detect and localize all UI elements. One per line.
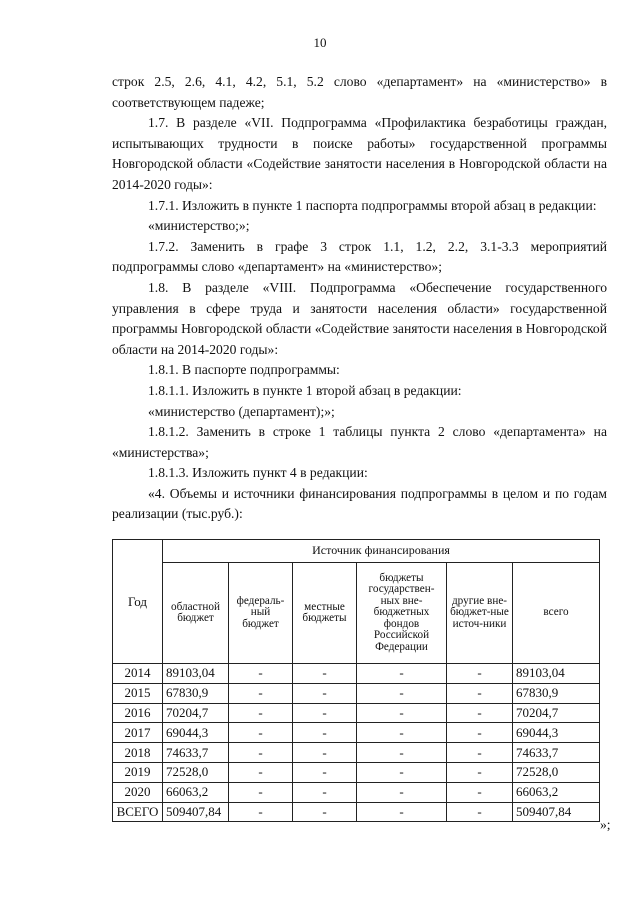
cell-year: 2015 — [113, 683, 163, 703]
cell-local: - — [293, 743, 357, 763]
cell-regional: 509407,84 — [163, 802, 229, 822]
cell-other: - — [447, 664, 513, 684]
cell-federal: - — [229, 782, 293, 802]
cell-year: 2016 — [113, 703, 163, 723]
cell-total: 74633,7 — [513, 743, 600, 763]
paragraph: «4. Объемы и источники финансирования подпрограммы в целом и по годам реализации (тыс.руб.): — [112, 485, 607, 522]
cell-local: - — [293, 703, 357, 723]
cell-year: 2014 — [113, 664, 163, 684]
cell-federal: - — [229, 762, 293, 782]
cell-regional: 67830,9 — [163, 683, 229, 703]
cell-local: - — [293, 802, 357, 822]
cell-total: 69044,3 — [513, 723, 600, 743]
cell-year: 2019 — [113, 762, 163, 782]
closing-quote: »; — [600, 817, 611, 832]
cell-federal: - — [229, 664, 293, 684]
cell-regional: 89103,04 — [163, 664, 229, 684]
table-row — [113, 664, 600, 684]
cell-other: - — [447, 703, 513, 723]
cell-funds: - — [357, 683, 447, 703]
cell-funds: - — [357, 802, 447, 822]
cell-other: - — [447, 782, 513, 802]
cell-local: - — [293, 664, 357, 684]
paragraph: 1.7.2. Заменить в графе 3 строк 1.1, 1.2, 2.2, 3.1-3.3 мероприятий подпрограммы слово «департамент» на «министерство»; — [112, 238, 607, 275]
cell-total: 89103,04 — [513, 664, 600, 684]
col-header-regional: областной бюджет — [163, 563, 229, 664]
col-header-federal: федераль-ный бюджет — [229, 563, 293, 664]
cell-other: - — [447, 683, 513, 703]
cell-federal: - — [229, 743, 293, 763]
cell-local: - — [293, 723, 357, 743]
table-row — [113, 703, 600, 723]
table-row — [113, 762, 600, 782]
cell-other: - — [447, 802, 513, 822]
cell-year: 2018 — [113, 743, 163, 763]
cell-total: 66063,2 — [513, 782, 600, 802]
page-number: 10 — [313, 35, 327, 50]
cell-funds: - — [357, 762, 447, 782]
paragraph: 1.8.1. В паспорте подпрограммы: — [148, 362, 340, 378]
cell-other: - — [447, 762, 513, 782]
cell-total: 67830,9 — [513, 683, 600, 703]
paragraph: 1.8. В разделе «VIII. Подпрограмма «Обеспечение государственного управления в сфере труда и занятости населения области» государственной программы Новгородской области «Содействие занятости населения в Новгородской области на 2014-2020 годы»: — [112, 279, 607, 357]
cell-total: 509407,84 — [513, 802, 600, 822]
cell-year: 2017 — [113, 723, 163, 743]
cell-total: 72528,0 — [513, 762, 600, 782]
cell-funds: - — [357, 743, 447, 763]
col-header-other: другие вне-бюджет-ные источ-ники — [447, 563, 513, 664]
cell-funds: - — [357, 703, 447, 723]
paragraph: 1.8.1.3. Изложить пункт 4 в редакции: — [148, 465, 368, 481]
table-row-total — [113, 802, 600, 822]
cell-regional: 74633,7 — [163, 743, 229, 763]
table-row — [113, 782, 600, 802]
cell-local: - — [293, 782, 357, 802]
year-header: Год — [113, 540, 163, 664]
col-header-funds: бюджеты государствен-ных вне-бюджетных фондов Российской Федерации — [357, 563, 447, 664]
paragraph: «министерство;»; — [148, 218, 250, 234]
paragraph: 1.8.1.1. Изложить в пункте 1 второй абзац в редакции: — [148, 382, 462, 398]
paragraph: 1.7. В разделе «VII. Подпрограмма «Профилактика безработицы граждан, испытывающих трудности в поиске работы» государственной программы Новгородской области «Содействие занятости населения в Новгородской области на 2014-2020 годы»: — [112, 115, 607, 192]
cell-funds: - — [357, 664, 447, 684]
cell-other: - — [447, 723, 513, 743]
cell-total: 70204,7 — [513, 703, 600, 723]
cell-regional: 70204,7 — [163, 703, 229, 723]
cell-regional: 66063,2 — [163, 782, 229, 802]
table-row — [113, 683, 600, 703]
cell-federal: - — [229, 683, 293, 703]
cell-funds: - — [357, 782, 447, 802]
cell-other: - — [447, 743, 513, 763]
col-header-local: местные бюджеты — [293, 563, 357, 664]
cell-regional: 69044,3 — [163, 723, 229, 743]
cell-local: - — [293, 762, 357, 782]
cell-federal: - — [229, 703, 293, 723]
cell-regional: 72528,0 — [163, 762, 229, 782]
source-header: Источник финансирования — [163, 540, 600, 563]
paragraph: 1.8.1.2. Заменить в строке 1 таблицы пункта 2 слово «департамента» на «министерства»; — [112, 424, 607, 460]
paragraph: «министерство (департамент);»; — [148, 403, 335, 419]
cell-federal: - — [229, 723, 293, 743]
cell-federal: - — [229, 802, 293, 822]
cell-year: ВСЕГО — [113, 802, 163, 822]
cell-local: - — [293, 683, 357, 703]
paragraph: строк 2.5, 2.6, 4.1, 4.2, 5.1, 5.2 слово «департамент» на «министерство» в соответствующем падеже; — [112, 74, 607, 110]
financing-table — [112, 539, 600, 822]
cell-funds: - — [357, 723, 447, 743]
cell-year: 2020 — [113, 782, 163, 802]
col-header-total: всего — [513, 563, 600, 664]
table-row — [113, 743, 600, 763]
paragraph: 1.7.1. Изложить в пункте 1 паспорта подпрограммы второй абзац в редакции: — [148, 197, 597, 213]
table-row — [113, 723, 600, 743]
document-body — [112, 72, 607, 525]
